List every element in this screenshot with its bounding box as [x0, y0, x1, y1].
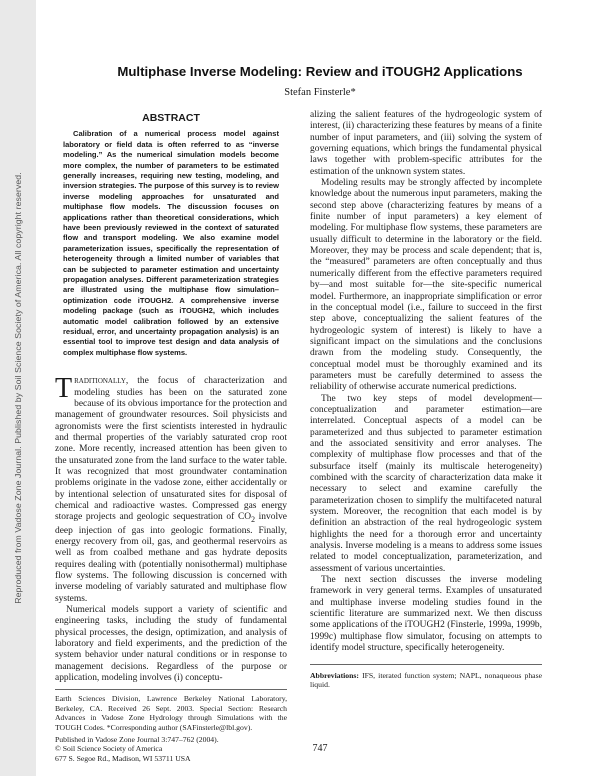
author-line: Stefan Finsterle* [284, 87, 356, 98]
right-paragraph-2: Modeling results may be strongly affected by incomplete knowledge about the numerous input parameters, making the second step above (characterizing features by means of a finite number of input parameters) a key element of modeling. For multiphase flow systems, these parameters are usually difficult to determine in the laboratory or the field. Moreover, they may be process and scale dependent; that is, the “measured” parameters are often conceptually and thus numerically different from the effective parameters required by—and most suitable for—the site-specific numerical model. Furthermore, an inappropriate simplification or error in the conceptual model (i.e., failure to succeed in the first step above, conceptualizing the salient features of the hydrogeologic system of interest) is likely to have a significant impact on the simulations and the conclusions drawn from the modeling study. Consequently, the conceptual model must be thoroughly examined and its parameters must be carefully determined to assess the reliability of otherwise accurate numerical predictions. [310, 178, 542, 393]
right-column [310, 110, 542, 689]
article-title: Multiphase Inverse Modeling: Review and iTOUGH2 Applications [117, 64, 523, 79]
dropcap-letter: T [55, 373, 73, 405]
publication-line-2: © Soil Science Society of America [55, 744, 163, 754]
abbreviations-label: Abbreviations: [310, 670, 359, 680]
left-column [55, 110, 287, 763]
right-paragraph-3: The two key steps of model development—conceptualization and parameter estimation—are interrelated. Conceptual aspects of a model can be parameterized and thus subjected to parameter estimation and the associated sensitivity and error analyses. The complexity of multiphase flow processes and that of the subsurface itself (mainly its multiscale heterogeneity) combined with the scarcity of characterization data make it necessary to select and examine carefully the parameterization chosen to simplify the multifaceted natural system. Moreover, the recognition that each model is by definition an abstraction of the real hydrogeologic system highlights the need for a thorough error and uncertainty analysis. Inverse modeling is a means to address some issues related to model conceptualization, parameterization, and assessment of various uncertainties. [310, 393, 542, 574]
copyright-margin-notice: Reproduced from Vadose Zone Journal. Published by Soil Science Society of America. All copyright reserved. [13, 172, 23, 604]
publication-line-1: Published in Vadose Zone Journal 3:747–762 (2004). [55, 735, 219, 745]
abstract-heading: ABSTRACT [142, 112, 200, 124]
abbreviations-rule [310, 664, 542, 665]
right-paragraph-4: The next section discusses the inverse modeling framework in very general terms. Examples of unsaturated and multiphase inverse modeling studies found in the scientific literature are summarized next. We then discuss some applications of the iTOUGH2 (Finsterle, 1999a, 1999b, 1999c) multiphase flow simulator, focusing on attempts to identify model structure, specifically heterogeneity. [310, 575, 542, 654]
lead-word: raditionally, [74, 376, 129, 387]
affiliation-note: Earth Sciences Division, Lawrence Berkeley National Laboratory, Berkeley, CA. Received 26 Sept. 2003. Special Section: Research Advances in Vadose Zone Hydrology through Simulations with the TOUGH Codes. *Corresponding author (SAFinsterle@lbl.gov). [55, 694, 287, 732]
co2-subscript: 2 [251, 515, 255, 525]
intro-paragraph-2: Numerical models support a variety of scientific and engineering tasks, including the study of fundamental physical processes, the design, optimization, and analysis of laboratory and field experiments, and the prediction of the system behavior under natural conditions or in response to management decisions. Regardless of the purpose or application, modeling involves (i) conceptu- [55, 605, 287, 684]
abstract-text: Calibration of a numerical process model against laboratory or field data is often referred to as “inverse modeling.” As the numerical simulation models become more complex, the number of parameters to be estimated generally increases, requiring new testing, modeling, and inversion strategies. The purpose of this survey is to review inverse modeling approaches for unsaturated and multiphase flow models. The discussion focuses on applications rather than theoretical considerations, which have been previously reviewed in the context of saturated flow and transport modeling. We also examine model parameterization issues, specifically the representation of heterogeneity through a limited number of variables that can be subjected to parameter estimation and uncertainty propagation analyses. Different parameterization strategies are illustrated using the multiphase flow simulation–optimization code iTOUGH2. A comprehensive inverse modeling package (such as iTOUGH2, which includes automatic model calibration followed by an extensive residual, error, and uncertainty propagation analysis) is an essential tool to improve test design and data analysis of complex multiphase flow systems. [63, 129, 279, 357]
page-number: 747 [312, 743, 328, 754]
abbreviations-note [310, 671, 542, 690]
intro-paragraph-1-end: involve deep injection of gas into geologic formations. Finally, energy recovery from oil, gas, and geothermal reservoirs as well as from coalbed methane and gas hydrate deposits requires dealing with (potentially nonisothermal) multiphase flow systems. The following discussion is concerned with inverse modeling of variably saturated and multiphase flow systems. [55, 512, 287, 604]
intro-paragraph-1-text: the focus of characterization and modeling studies has been on the saturated zone because of its obvious importance for the protection and management of groundwater resources. Soil physicists and agronomists were the first scientists interested in hydraulic and thermal properties of the variably saturated crop root zone. More recently, increased attention has been given to the unsaturated zone from the land surface to the water table. It was recognized that most groundwater contamination problems originate in the vadose zone, either accidentally or by intentional selection of unsaturated sites for disposal of chemical and radioactive wastes. Compressed gas energy storage projects and geologic sequestration of CO [55, 376, 287, 523]
publication-line-3: 677 S. Segoe Rd., Madison, WI 53711 USA [55, 753, 191, 763]
footnote-rule [55, 689, 287, 690]
abbreviations-text: IFS, iterated function system; NAPL, nonaqueous phase liquid. [310, 670, 542, 689]
right-paragraph-1: alizing the salient features of the hydrogeologic system of interest, (ii) characterizing these features by means of a finite number of input parameters, and (iii) solving the system of governing equations, which brings the fundamental physical laws together with problem-specific attributes for the estimation of the unknown system states. [310, 110, 542, 177]
margin-strip [0, 0, 36, 776]
intro-paragraph-1 [55, 373, 287, 605]
abstract-body [55, 129, 287, 358]
